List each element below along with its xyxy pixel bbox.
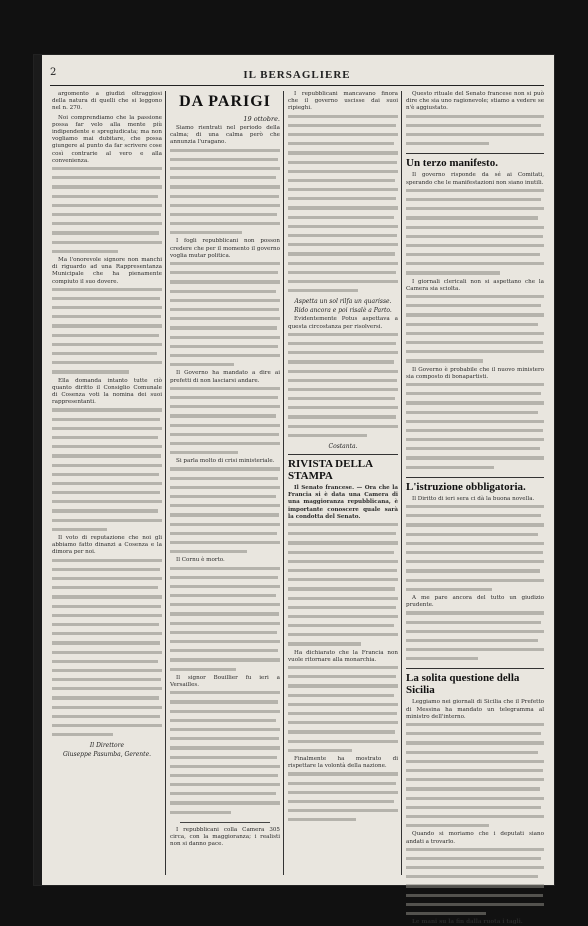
article-paragraph: Il Diritto di ieri sera ci dà la buona novella.: [412, 495, 535, 502]
column-2: [170, 91, 280, 875]
section-title: Un terzo manifesto.: [406, 153, 544, 169]
column-3: [288, 91, 398, 875]
illegible-text-block: [170, 387, 280, 459]
article-paragraph: argomento a giudizi oltraggiosi della natura di quelli che si leggono nel n. 270.: [52, 91, 162, 112]
column-rule: [165, 91, 166, 875]
section-title: La solita questione della Sicilia: [406, 668, 544, 696]
column-4: [406, 91, 544, 926]
article-paragraph: I repubblicani colla Camera 305 circa, con la maggioranza; i realisti non si danno pace.: [170, 826, 280, 848]
illegible-text-block: [288, 333, 398, 441]
illegible-text-block: [288, 772, 398, 825]
illegible-text-block: [288, 666, 398, 756]
illegible-text-block: [406, 115, 544, 150]
article-paragraph: Ha dichiarato che la Francia non vuole ritornare alla monarchia.: [288, 649, 398, 663]
illegible-text-block: [406, 295, 544, 367]
illegible-text-block: [52, 408, 162, 535]
article-paragraph: Evidentemente Potus aspettava a questa circostanza per risolversi.: [288, 316, 398, 330]
page-header: [50, 67, 544, 86]
article-paragraph: A me pare ancora del tutto un giudizio prudente.: [406, 594, 544, 609]
article-paragraph: Finalmente ha mostrato di rispettare la volontà della nazione.: [288, 755, 398, 770]
illegible-text-block: [288, 523, 398, 650]
illegible-text-block: [406, 383, 544, 473]
illegible-text-block: [170, 691, 280, 818]
article-paragraph: Noi comprendiamo che la passione possa far velo alla mente più indipendente e spregiudicata; ma non vogliamo mai dubitare, che possa giungere al punto da far scrivere cose così contrarie al vero e alla convenienza.: [52, 114, 162, 164]
illegible-text-block: [406, 505, 544, 595]
illegible-text-block: [406, 611, 544, 664]
section-divider: [180, 822, 270, 823]
illegible-text-block: [406, 723, 544, 831]
article-paragraph: Il Governo è probabile che il nuovo ministero sia composto di bonapartisti.: [406, 366, 544, 380]
page-left-border: [34, 55, 42, 885]
illegible-text-block: [52, 559, 162, 741]
article-paragraph: I fogli repubblicani non posson credere che per il momento il governo voglia mutar politica.: [170, 238, 280, 259]
article-paragraph: Ma l'onorevole signore non manchi di riguardo ad una Rappresentanza Municipale che ha pienamente compiuto il suo dovere.: [52, 256, 162, 285]
illegible-text-block: [52, 167, 162, 257]
article-paragraph: Il Senato francese. — Ora che la Francia si è data una Camera di una maggioranza repubblicana, è importante conoscere quale sarà la condotta del Senato.: [288, 485, 398, 520]
signature: Il Direttore: [89, 742, 125, 750]
article-paragraph: I giornali clericali non si aspettano che la Camera sia sciolta.: [406, 278, 544, 292]
illegible-text-block: [288, 115, 398, 297]
illegible-text-block: [170, 149, 280, 239]
article-dateline: 19 ottobre.: [243, 115, 280, 123]
illegible-text-block: [170, 567, 280, 675]
gerente-line: Giuseppe Pasumba, Gerente.: [62, 751, 152, 759]
article-paragraph: Siamo rientrati nel periodo della calma; di una calma però che annunzia l'uragano.: [170, 125, 280, 146]
signature: Costanta.: [328, 443, 358, 451]
section-title: RIVISTA DELLA STAMPA: [288, 454, 398, 482]
article-paragraph: Il governo risponde da sé ai Comitati, sperando che le manifestazioni non siano inutili.: [406, 172, 544, 186]
article-title: DA PARIGI: [179, 93, 271, 110]
closing-line: Le mani su la fin dalla ruota i tagli.: [412, 919, 523, 926]
article-paragraph: Leggiamo nei giornali di Sicilia che il Prefetto di Messina ha mandato un telegramma al ministro dell'interno.: [406, 699, 544, 720]
illegible-text-block: [170, 467, 280, 557]
poem-line: Rido ancora e poi risalè a Parto.: [294, 307, 392, 315]
article-paragraph: Il Cornu è morto.: [176, 557, 225, 564]
section-title: L'istruzione obbligatoria.: [406, 477, 544, 493]
page-number: 2: [50, 67, 57, 78]
masthead: IL BERSAGLIERE: [243, 69, 351, 81]
column-1: [52, 91, 162, 875]
article-paragraph: Questo rituale del Senato francese non si può dire che sia uno ragionevole; stiamo a vedere se n'è aggiustato.: [406, 91, 544, 112]
column-rule: [401, 91, 402, 875]
illegible-text-block: [52, 288, 162, 378]
article-paragraph: Il Governo ha mandato a dire ai prefetti di non lasciarsi andare.: [170, 370, 280, 384]
illegible-text-block: [170, 262, 280, 370]
article-paragraph: Il voto di reputazione che noi gli abbiamo fatto dinanzi a Cosenza e la dimora per noi.: [52, 535, 162, 556]
column-rule: [283, 91, 284, 875]
article-paragraph: Ella domanda intanto tutte ciò quanto diritto il Consiglio Comunale di Cosenza voti la nomina dei suoi rappresentanti.: [52, 377, 162, 406]
article-paragraph: Quando si moriamo che i deputati siano andati a trovarlo.: [406, 831, 544, 845]
illegible-text-block: [406, 848, 544, 920]
article-paragraph: Si parla molto di crisi ministeriale.: [176, 458, 275, 465]
article-paragraph: I repubblicani mancavano finora che il governo uscisse dai suoi ripieghi.: [288, 91, 398, 112]
illegible-text-block: [406, 189, 544, 279]
newspaper-page: [34, 55, 554, 926]
article-paragraph: Il signor Bouillier fu ieri a Versailles.: [170, 674, 280, 688]
poem-line: Aspetta un sol rilfa un quarisse.: [294, 298, 392, 306]
